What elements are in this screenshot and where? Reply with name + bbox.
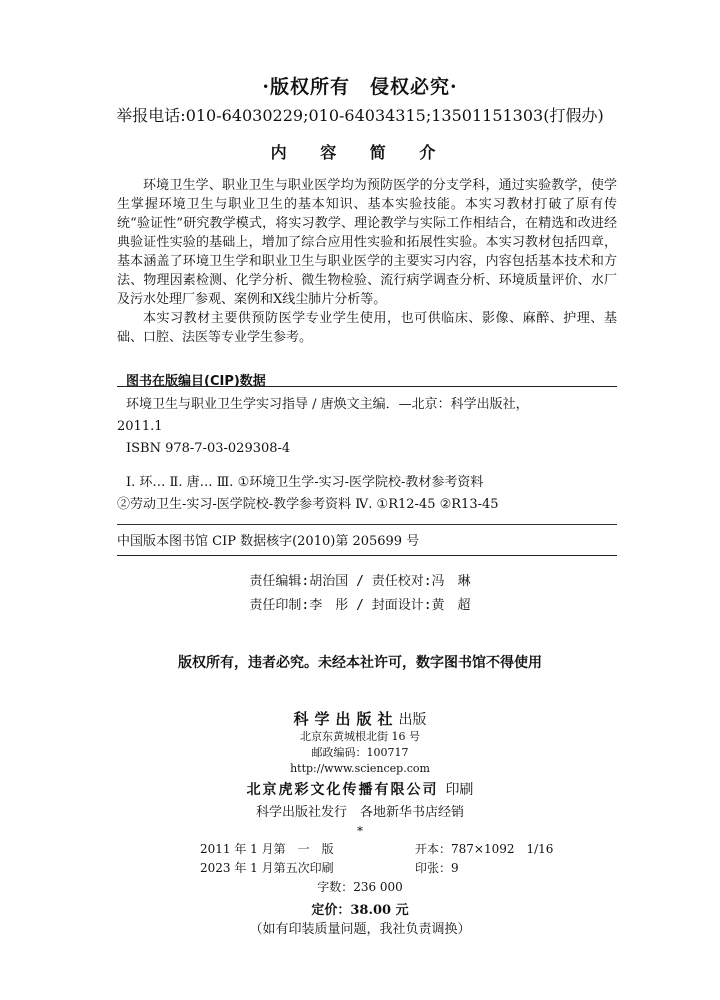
publisher-block [0,708,720,838]
editor-credits-line-1: 责任编辑:胡治国 / 责任校对:冯 琳 [249,574,471,589]
distributor-line: 科学出版社发行 各地新华书店经销 [255,805,464,820]
edition-row-1 [0,840,720,859]
cip-isbn: ISBN 978-7-03-029308-4 [126,441,291,456]
publisher-suffix: 出版 [398,712,427,728]
book-format: 开本：787×1092 1/16 [415,842,554,856]
summary-body [117,176,617,347]
exchange-note: （如有印装质量问题，我社负责调换） [249,922,471,937]
editor-credits-line-2: 责任印制:李 彤 / 封面设计:黄 超 [249,598,471,613]
cip-title-line: 环境卫生与职业卫生学实习指导 / 唐焕文主编．—北京：科学出版社， [126,397,529,412]
printer-line [0,779,720,799]
rights-notice: 版权所有，违者必究。未经本社许可，数字图书馆不得使用 [178,655,542,671]
editor-credits [0,570,720,618]
print-sheets: 印张：9 [415,861,459,875]
cip-top-rule [117,386,617,387]
cip-middle-rule [117,524,617,525]
separator-asterisk: * [357,824,363,838]
publisher-address: 北京东黄城根北街 16 号 [300,730,420,743]
report-hotline: 举报电话:010-64030229;010-64034315;13501151303(打假办) [116,106,604,125]
word-count: 字数：236 000 [317,880,403,894]
publisher-name: 科学出版社 [293,710,399,728]
cip-record [117,394,617,516]
cip-bottom-rule [117,555,617,556]
cip-date-line: 2011.1 [117,419,163,434]
summary-title: 内 容 简 介 [270,143,450,162]
printer-name: 北京虎彩文化传播有限公司 [246,782,439,798]
first-edition: 2011 年 1 月第 一 版 [200,842,334,856]
publisher-line [0,708,720,729]
cip-number: 中国版本图书馆 CIP 数据核字(2010)第 205699 号 [117,534,420,549]
cip-heading: 图书在版编目(CIP)数据 [126,374,266,389]
summary-paragraph-2: 本实习教材主要供预防医学专业学生使用，也可供临床、影像、麻醉、护理、基础、口腔、法医等专业学生参考。 [117,311,617,345]
cip-class-line-1: Ⅰ. 环… Ⅱ. 唐… Ⅲ. ①环境卫生学-实习-医学院校-教材参考资料 [126,475,484,490]
publisher-url: http://www.sciencep.com [290,762,430,775]
printer-suffix: 印刷 [445,782,474,798]
cip-class-line-2: ②劳动卫生-实习-医学院校-教学参考资料 Ⅳ. ①R12-45 ②R13-45 [117,497,499,512]
summary-paragraph-1: 环境卫生学、职业卫生与职业医学均为预防医学的分支学科，通过实验教学，使学生掌握环境卫生与职业卫生的基本知识、基本实验技能。本实习教材打破了原有传统“验证性”研究教学模式，将实习教学、理论教学与实际工作相结合，在精选和改进经典验证性实验的基础上，增加了综合应用性实验和拓展性实验。本实习教材包括四章，基本涵盖了环境卫生学和职业卫生与职业医学的主要实习内容，内容包括基本技术和方法、物理因素检测、化学分析、微生物检验、流行病学调查分析、环境质量评价、水厂及污水处理厂参观、案例和X线尘肺片分析等。 [117,178,617,307]
publisher-postcode: 邮政编码：100717 [311,746,409,759]
copyright-banner: ·版权所有 侵权必究· [262,76,458,98]
print-run: 2023 年 1 月第五次印刷 [200,861,334,875]
edition-block [0,840,720,897]
edition-row-2 [0,859,720,878]
price: 定价：38.00 元 [311,903,409,918]
